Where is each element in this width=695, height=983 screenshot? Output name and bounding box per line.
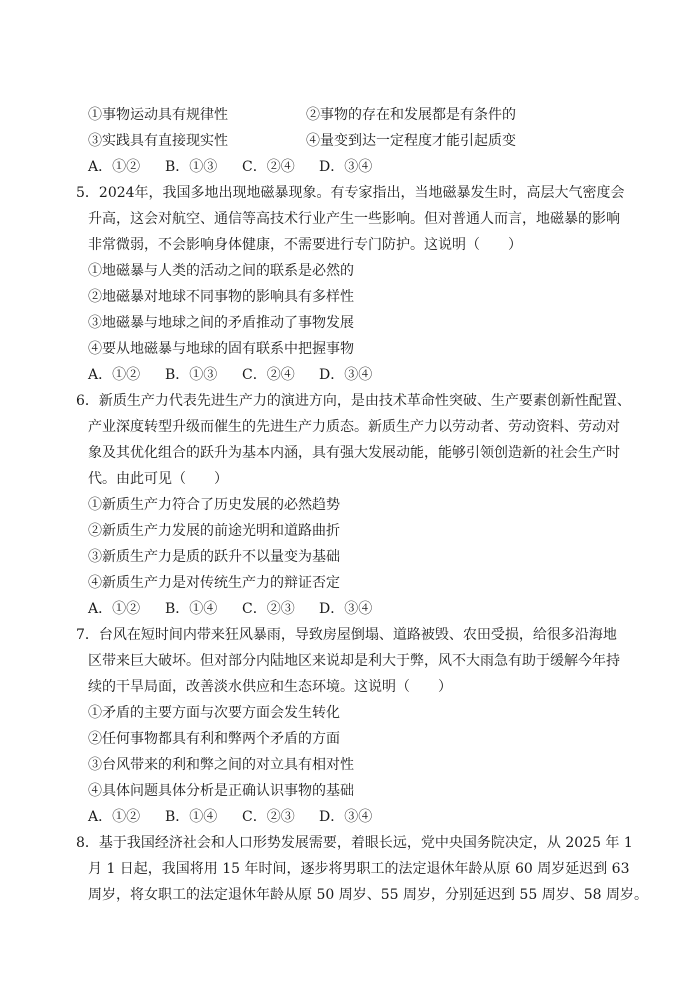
q5-option-4: ④要从地磁暴与地球的固有联系中把握事物 xyxy=(88,341,354,357)
q6-answer-c: C．②③ xyxy=(242,601,295,617)
q4-answer-b: B．①③ xyxy=(165,159,218,175)
q4-option-4: ④量变到达一定程度才能引起质变 xyxy=(306,133,516,149)
q8-stem-line-3: 周岁，将女职工的法定退休年龄从原 50 周岁、55 周岁，分别延迟到 55 周岁、58 周岁。 xyxy=(88,887,648,903)
q7-option-2: ②任何事物都具有利和弊两个矛盾的方面 xyxy=(88,731,340,747)
q5-answer-b: B．①③ xyxy=(165,367,218,383)
q7-stem-line-3: 续的干旱局面，改善淡水供应和生态环境。这说明（ ） xyxy=(88,679,452,695)
q7-option-3: ③台风带来的利和弊之间的对立具有相对性 xyxy=(88,757,354,773)
q7-answer-c: C．②③ xyxy=(242,809,295,825)
q7-stem-line-1: 7．台风在短时间内带来狂风暴雨，导致房屋倒塌、道路被毁、农田受损，给很多沿海地 xyxy=(76,627,617,643)
q7-answer-b: B．①④ xyxy=(165,809,218,825)
q8-stem-line-1: 8．基于我国经济社会和人口形势发展需要，着眼长远，党中央国务院决定，从 2025 年 1 xyxy=(76,835,633,851)
q6-answer-b: B．①④ xyxy=(165,601,218,617)
q8-stem-line-2: 月 1 日起，我国将用 15 年时间，逐步将男职工的法定退休年龄从原 60 周岁延迟到 63 xyxy=(88,861,630,877)
q6-stem-line-4: 代。由此可见（ ） xyxy=(88,471,228,487)
q5-option-3: ③地磁暴与地球之间的矛盾推动了事物发展 xyxy=(88,315,354,331)
q6-answer-d: D．③④ xyxy=(319,601,373,617)
q5-answer-a: A．①② xyxy=(88,367,141,383)
q7-answer-d: D．③④ xyxy=(319,809,373,825)
q7-answer-a: A．①② xyxy=(88,809,141,825)
q6-answer-a: A．①② xyxy=(88,601,141,617)
q6-option-1: ①新质生产力符合了历史发展的必然趋势 xyxy=(88,497,340,513)
q6-option-4: ④新质生产力是对传统生产力的辩证否定 xyxy=(88,575,340,591)
q7-option-1: ①矛盾的主要方面与次要方面会发生转化 xyxy=(88,705,340,721)
q5-stem-line-2: 升高，这会对航空、通信等高技术行业产生一些影响。但对普通人而言，地磁暴的影响 xyxy=(88,211,620,227)
q5-answer-c: C．②④ xyxy=(242,367,295,383)
q4-option-2: ②事物的存在和发展都是有条件的 xyxy=(306,107,516,123)
q6-stem-line-2: 产业深度转型升级而催生的先进生产力质态。新质生产力以劳动者、劳动资料、劳动对 xyxy=(88,419,620,435)
q5-stem-line-1: 5．2024年，我国多地出现地磁暴现象。有专家指出，当地磁暴发生时，高层大气密度会 xyxy=(76,185,625,201)
q6-stem-line-3: 象及其优化组合的跃升为基本内涵，具有强大发展动能，能够引领创造新的社会生产时 xyxy=(88,445,620,461)
q6-option-3: ③新质生产力是质的跃升不以量变为基础 xyxy=(88,549,340,565)
q5-option-2: ②地磁暴对地球不同事物的影响具有多样性 xyxy=(88,289,354,305)
q5-answer-d: D．③④ xyxy=(319,367,373,383)
q6-stem-line-1: 6．新质生产力代表先进生产力的演进方向，是由技术革命性突破、生产要素创新性配置、 xyxy=(76,393,631,409)
q5-stem-line-3: 非常微弱，不会影响身体健康，不需要进行专门防护。这说明（ ） xyxy=(88,237,522,253)
q7-stem-line-2: 区带来巨大破坏。但对部分内陆地区来说却是利大于弊，风不大雨急有助于缓解今年持 xyxy=(88,653,620,669)
q4-answer-a: A．①② xyxy=(88,159,141,175)
q4-option-1: ①事物运动具有规律性 xyxy=(88,107,228,123)
q7-option-4: ④具体问题具体分析是正确认识事物的基础 xyxy=(88,783,354,799)
q5-option-1: ①地磁暴与人类的活动之间的联系是必然的 xyxy=(88,263,354,279)
q4-answer-d: D．③④ xyxy=(319,159,373,175)
q4-answer-c: C．②④ xyxy=(242,159,295,175)
q4-option-3: ③实践具有直接现实性 xyxy=(88,133,228,149)
q6-option-2: ②新质生产力发展的前途光明和道路曲折 xyxy=(88,523,340,539)
